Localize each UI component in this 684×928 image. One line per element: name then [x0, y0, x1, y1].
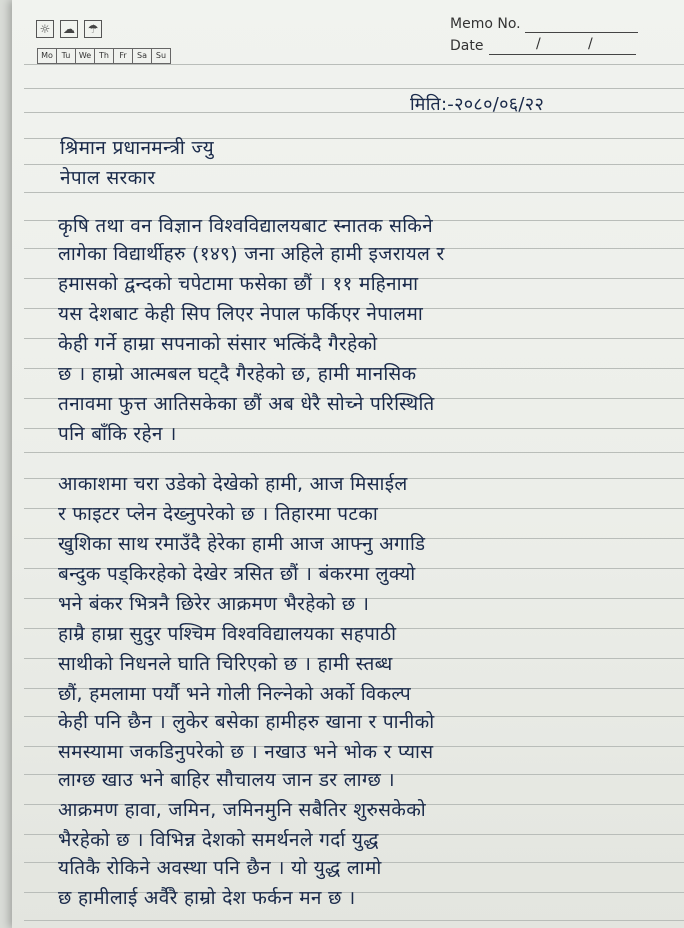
ruled-line — [24, 192, 684, 193]
letter-line: भैरहेको छ । विभिन्न देशको समर्थनले गर्दा युद्ध — [58, 829, 379, 851]
letter-line: र फाइटर प्लेन देख्नुपरेको छ । तिहारमा पटका — [58, 503, 379, 525]
rain-umbrella-icon: ☂ — [84, 20, 102, 38]
weekday-boxes — [37, 48, 170, 64]
letter-line: यस देशबाट केही सिप लिएर नेपाल फर्किएर नेपालमा — [58, 303, 424, 325]
salutation-line-2: नेपाल सरकार — [60, 167, 156, 189]
day-box: Sa — [132, 48, 152, 64]
memo-no-line — [525, 32, 638, 33]
letter-line: केही पनि छैन । लुकेर बसेका हामीहरु खाना र पानीको — [58, 711, 435, 733]
day-box: Mo — [37, 48, 57, 64]
letter-line: तनावमा फुत्त आतिसकेका छौं अब धेरै सोच्ने परिस्थिति — [58, 393, 435, 415]
letter-date: मिति:-२०८०/०६/२२ — [410, 94, 545, 115]
letter-line: आकाशमा चरा उडेको देखेको हामी, आज मिसाईल — [58, 473, 408, 495]
ruled-line — [24, 112, 684, 113]
letter-line: छौं, हमलामा पर्यौ भने गोली निल्नेको अर्को विकल्प — [58, 683, 411, 705]
ruled-line — [24, 64, 684, 65]
letter-line: समस्यामा जकडिनुपरेको छ । नखाउ भने भोक र प्यास — [58, 741, 434, 763]
sun-icon: ☼ — [36, 20, 54, 38]
memo-no-label: Memo No. — [450, 16, 521, 32]
letter-line: साथीको निधनले घाति चिरिएको छ । हामी स्तब्ध — [58, 653, 393, 675]
letter-line: खुशिका साथ रमाउँदै हेरेका हामी आज आफ्नु अगाडि — [58, 533, 426, 555]
partly-cloudy-icon: ☁ — [60, 20, 78, 38]
letter-line: छ हामीलाई अर्वैरै हाम्रो देश फर्कन मन छ । — [58, 887, 356, 909]
date-separator: / — [536, 36, 541, 52]
letter-line: पनि बाँकि रहेन । — [58, 423, 177, 445]
day-box: Su — [151, 48, 171, 64]
ruled-line — [24, 88, 684, 89]
letter-line: छ । हाम्रो आत्मबल घट्दै गैरहेको छ, हामी मानसिक — [58, 363, 417, 385]
letter-line: भने बंकर भित्रनै छिरेर आक्रमण भैरहेको छ । — [58, 593, 370, 615]
notebook-page — [12, 0, 684, 928]
letter-line: केही गर्ने हाम्रा सपनाको संसार भत्किंदै गैरहेको — [58, 333, 378, 355]
letter-line: लाग्छ खाउ भने बाहिर सौचालय जान डर लाग्छ । — [58, 769, 395, 791]
letter-line: लागेका विद्यार्थीहरु (१४९) जना अहिले हामी इजरायल र — [58, 243, 445, 265]
salutation-line-1: श्रिमान प्रधानमन्त्री ज्यु — [60, 137, 214, 159]
day-box: Tu — [56, 48, 76, 64]
ruled-line — [24, 920, 684, 921]
date-separator: / — [588, 36, 593, 52]
letter-line: कृषि तथा वन विज्ञान विश्वविद्यालयबाट स्नातक सकिने — [58, 215, 433, 237]
letter-line: हाम्रै हाम्रा सुदुर पश्चिम विश्वविद्यालयका सहपाठी — [58, 623, 397, 645]
letter-line: बन्दुक पड्किरहेको देखेर त्रसित छौं । बंकरमा लुक्यो — [58, 563, 416, 585]
letter-line: आक्रमण हावा, जमिन, जमिनमुनि सबैतिर शुरुसकेको — [58, 799, 427, 821]
weather-icon-row — [36, 20, 102, 38]
day-box: Th — [94, 48, 114, 64]
ruled-line — [24, 452, 684, 453]
date-line — [489, 54, 636, 55]
letter-line: यतिकै रोकिने अवस्था पनि छैन । यो युद्ध लामो — [58, 857, 382, 879]
letter-line: हमासको द्वन्दको चपेटामा फसेका छौं । ११ महिनामा — [58, 273, 419, 295]
day-box: Fr — [113, 48, 133, 64]
date-label: Date — [450, 38, 484, 54]
day-box: We — [75, 48, 95, 64]
